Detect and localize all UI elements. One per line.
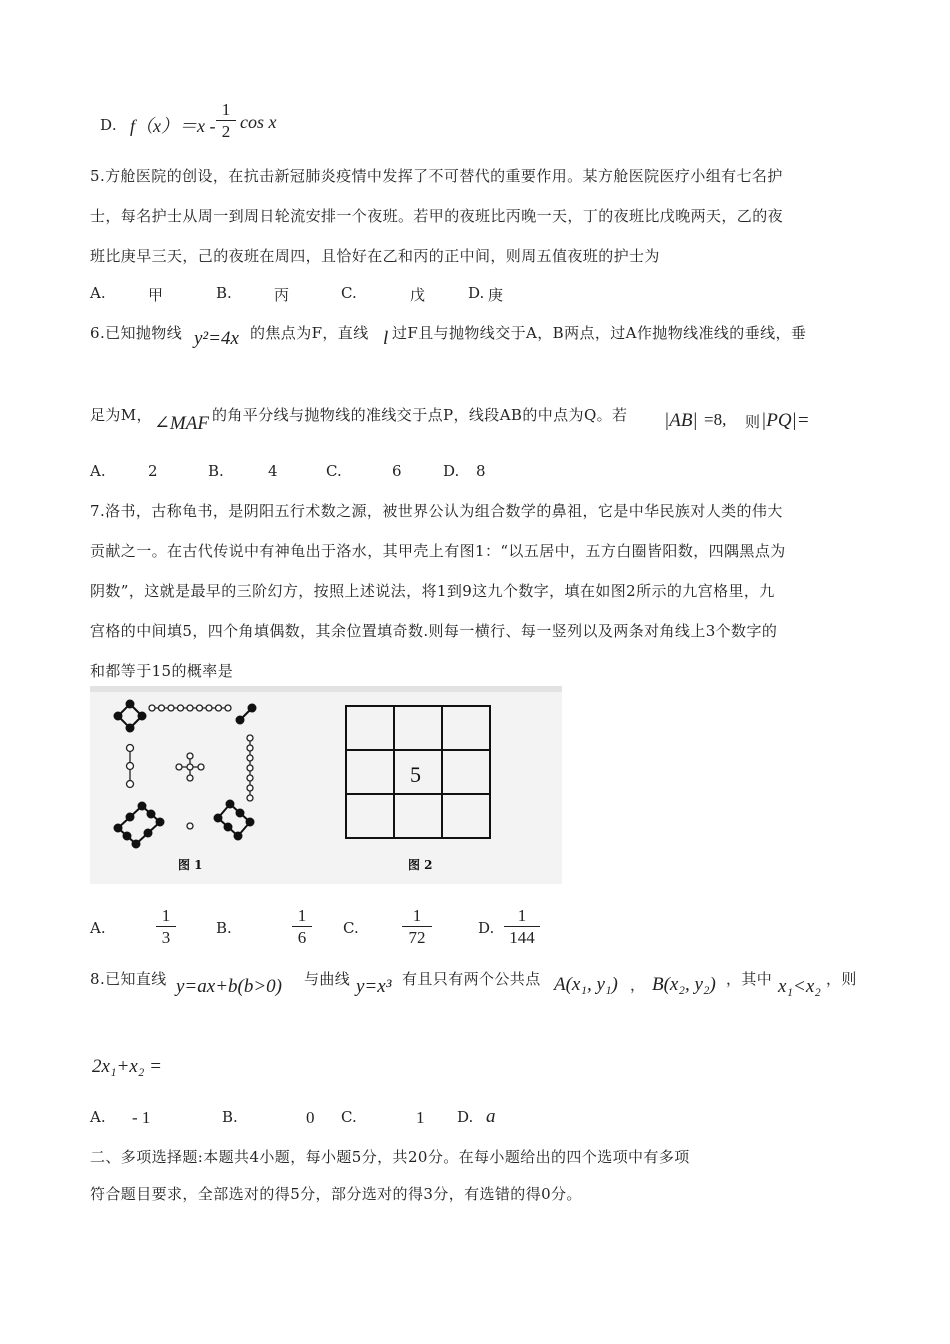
q4-option-d-expr-left: f（x）＝x - (130, 116, 216, 136)
fraction-denominator: 72 (402, 926, 432, 949)
q6-equation-parabola: y²=4x (194, 328, 239, 349)
q6-part-5: 的角平分线与抛物线的准线交于点P，线段AB的中点为Q。若 (212, 406, 628, 424)
q6-abs-ab: |AB| (664, 410, 698, 431)
q8-option-a-letter: A. (90, 1108, 106, 1126)
q5-line-3: 班比庚早三天，己的夜班在周四，且恰好在乙和丙的正中间，则周五值夜班的护士为 (90, 247, 660, 265)
q8-part-2: 与曲线 (304, 970, 351, 988)
q6-part-2: 的焦点为F，直线 (250, 324, 369, 342)
fraction-numerator: 1 (297, 906, 307, 925)
q7-option-b-fraction (292, 906, 312, 949)
q5-option-c-letter: C. (341, 284, 357, 302)
q7-option-a-letter: A. (90, 919, 106, 937)
q6-condition-then: 则 (745, 413, 761, 431)
q5-option-c-value: 戊 (410, 286, 426, 304)
q7-line-2: 贡献之一。在古代传说中有神龟出于洛水，其甲壳上有图1：“以五居中，五方白圈皆阳数，四隅黑点为 (90, 542, 786, 560)
q4-option-d-expr-right: cos x (240, 112, 277, 132)
fraction-numerator: 1 (517, 906, 527, 925)
q8-part-4: ，其中 (726, 970, 773, 988)
q6-option-d-letter: D. (443, 462, 460, 480)
q7-figure (90, 686, 562, 884)
q6-line-l: l (383, 328, 389, 349)
q6-part-4: 足为M， (90, 406, 152, 424)
q8-point-a: A(x₁, y₁) (554, 974, 618, 995)
q5-line-2: 士，每名护士从周一到周日轮流安排一个夜班。若甲的夜班比丙晚一天，丁的夜班比戊晚两天，乙的夜 (90, 207, 784, 225)
q8-option-b-letter: B. (222, 1108, 238, 1126)
q5-option-d-value: 庚 (488, 286, 504, 304)
q5-line-1: 5.方舱医院的创设，在抗击新冠肺炎疫情中发挥了不可替代的重要作用。某方舱医院医疗小组有七名护 (90, 167, 783, 185)
q5-option-b-value: 丙 (274, 286, 290, 304)
q6-option-b-letter: B. (208, 462, 224, 480)
fraction-denominator: 144 (504, 926, 540, 949)
q7-line-3: 阴数”，这就是最早的三阶幻方，按照上述说法，将1到9这九个数字，填在如图2所示的九宫格里，九 (90, 582, 775, 600)
q6-angle: ∠MAF (154, 413, 209, 434)
q6-option-a-value: 2 (148, 462, 158, 480)
q7-option-c-letter: C. (343, 919, 359, 937)
q8-equation-curve: y=x³ (356, 976, 392, 997)
q7-option-d-fraction (504, 906, 540, 949)
q8-equation-line: y=ax+b(b>0) (176, 976, 282, 997)
luoshu-and-grid-image (90, 686, 562, 884)
q8-option-b-value: 0 (306, 1108, 315, 1127)
grid-center-number: 5 (410, 762, 421, 787)
q6-option-c-letter: C. (326, 462, 342, 480)
q7-option-c-fraction (402, 906, 432, 949)
q6-abs-pq: |PQ|= (761, 410, 810, 431)
fraction-denominator: 6 (292, 926, 312, 949)
figure-1-label: 图 1 (178, 858, 203, 872)
q8-comma: ， (630, 976, 646, 994)
section-2-heading-line-2: 符合题目要求，全部选对的得5分，部分选对的得3分，有选错的得0分。 (90, 1185, 582, 1203)
fraction-numerator: 1 (216, 100, 236, 121)
figure-2-label: 图 2 (408, 858, 433, 872)
q7-line-5: 和都等于15的概率是 (90, 662, 234, 680)
section-2-heading-line-1: 二、多项选择题:本题共4小题，每小题5分，共20分。在每小题给出的四个选项中有多项 (90, 1148, 690, 1166)
q4-option-d-letter: D. (100, 116, 118, 134)
q7-option-b-letter: B. (216, 919, 232, 937)
q5-option-a-value: 甲 (148, 286, 164, 304)
q8-option-d-letter: D. (457, 1108, 474, 1126)
q8-part-1: 8.已知直线 (90, 970, 167, 988)
q8-inequality: x₁<x₂ (778, 976, 821, 997)
q8-part-3: 有且只有两个公共点 (402, 970, 541, 988)
q6-option-d-value: 8 (476, 462, 486, 480)
q5-option-d-letter: D. (468, 284, 485, 302)
fraction-denominator: 2 (221, 122, 231, 141)
q6-condition-equals: =8, (704, 410, 727, 429)
q6-option-b-value: 4 (268, 462, 278, 480)
q7-line-1: 7.洛书，古称龟书，是阴阳五行术数之源，被世界公认为组合数学的鼻祖，它是中华民族对人类的伟大 (90, 502, 783, 520)
q7-line-4: 宫格的中间填5，四个角填偶数，其余位置填奇数.则每一横行、每一竖列以及两条对角线上3个数字的 (90, 622, 778, 640)
q8-expression: 2x₁+x₂ = (92, 1056, 162, 1077)
q6-part-1: 6.已知抛物线 (90, 324, 183, 342)
fraction-numerator: 1 (161, 906, 171, 925)
q4-option-d-fraction (216, 100, 236, 143)
q8-option-a-value: - 1 (132, 1108, 151, 1127)
q8-option-c-value: 1 (416, 1108, 425, 1127)
q6-part-3: 过F且与抛物线交于A，B两点，过A作抛物线准线的垂线，垂 (392, 324, 807, 342)
q8-option-c-letter: C. (341, 1108, 357, 1126)
fraction-denominator: 3 (156, 926, 176, 949)
q6-option-a-letter: A. (90, 462, 106, 480)
q7-option-a-fraction (156, 906, 176, 949)
q7-option-d-letter: D. (478, 919, 495, 937)
q6-option-c-value: 6 (392, 462, 402, 480)
q8-part-5: ，则 (826, 970, 857, 988)
fraction-numerator: 1 (412, 906, 422, 925)
q8-point-b: B(x₂, y₂) (652, 974, 716, 995)
q5-option-b-letter: B. (216, 284, 232, 302)
q8-option-d-value: a (486, 1106, 496, 1127)
q5-option-a-letter: A. (90, 284, 106, 302)
